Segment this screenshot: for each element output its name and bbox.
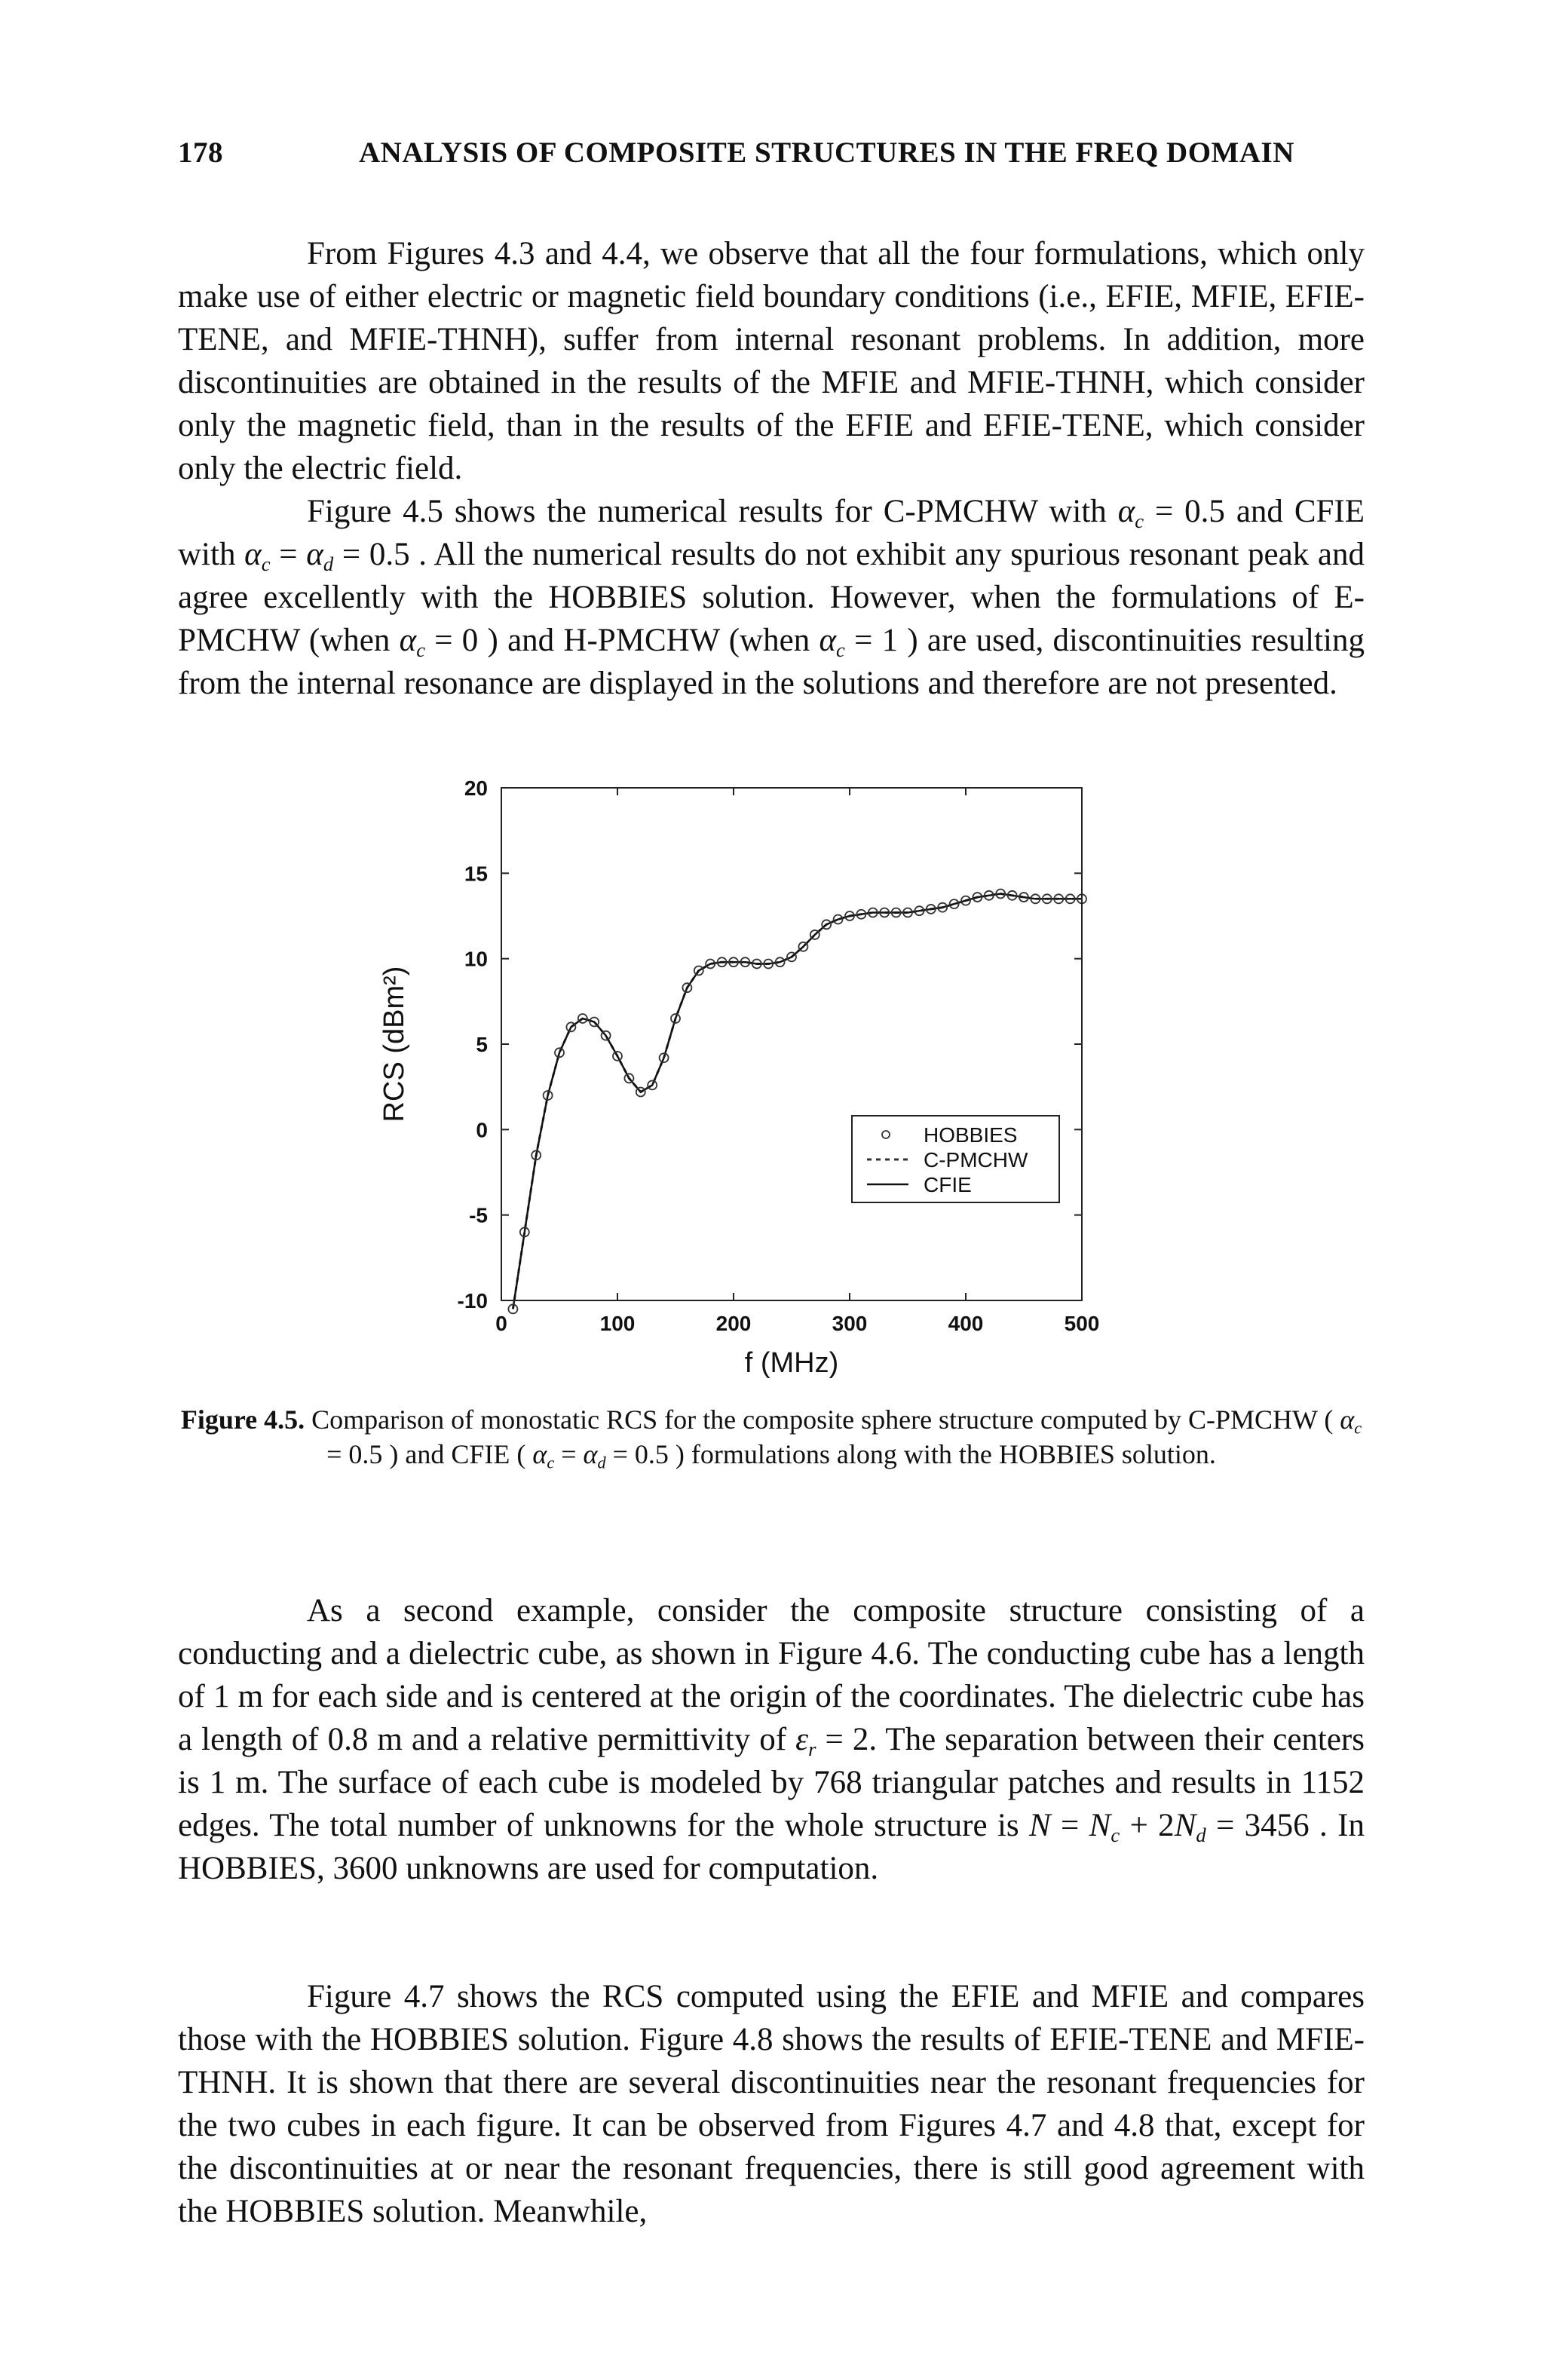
y-tick-label: 10: [464, 947, 488, 971]
x-tick-label: 400: [948, 1312, 984, 1335]
legend-entry: CFIE: [924, 1173, 972, 1196]
y-axis-label: RCS (dBm²): [378, 966, 410, 1123]
rcs-chart: [362, 780, 1153, 1383]
rcs-figure: [362, 780, 1153, 1383]
figure-caption: Figure 4.5. Comparison of monostatic RCS for the composite sphere structure computed by C-PMCHW ( $\alpha_c = 0.5$ ) and CFIE ( $\alpha_c = \alpha_d = 0.5$ ) formulations along with the HOBBIES solution.: [180, 1404, 1362, 1472]
running-title: ANALYSIS OF COMPOSITE STRUCTURES IN THE FREQ DOMAIN: [359, 136, 1294, 169]
y-tick-label: 5: [476, 1033, 488, 1056]
legend-entry: HOBBIES: [924, 1123, 1018, 1147]
paragraph-3: As a second example, consider the composite structure consisting of a conducting and a dielectric cube, as shown in Figure 4.6. The conducting cube has a length of 1 m for each side and is centered at the origin of the coordinates. The dielectric cube has a length of 0.8 m and a relative permittivity of $\varepsilon_r = 2$. The separation between their centers is 1 m. The surface of each cube is modeled by 768 triangular patches and results in 1152 edges. The total number of unknowns for the whole structure is $N = N_c + 2N_d = 3456$ . In HOBBIES, 3600 unknowns are used for computation.: [178, 1593, 1365, 1886]
x-axis-label: f (MHz): [744, 1347, 839, 1379]
series-line-c-pmchw: [513, 894, 1082, 1309]
figure-label: Figure 4.5.: [180, 1404, 305, 1435]
series-line-cfie: [513, 894, 1082, 1309]
y-tick-label: -10: [457, 1289, 488, 1313]
y-tick-label: 0: [476, 1118, 488, 1142]
page-number: 178: [178, 136, 223, 169]
legend-entry: C-PMCHW: [924, 1148, 1028, 1172]
paragraph-1: From Figures 4.3 and 4.4, we observe that all the four formulations, which only make use of either electric or magnetic field boundary conditions (i.e., EFIE, MFIE, EFIE-TENE, and MFIE-THNH), suffer from internal resonant problems. In addition, more discontinuities are obtained in the results of the MFIE and MFIE-THNH, which consider only the magnetic field, than in the results of the EFIE and EFIE-TENE, which consider only the electric field.: [178, 236, 1365, 486]
x-tick-label: 300: [832, 1312, 868, 1335]
x-tick-label: 500: [1064, 1312, 1100, 1335]
paragraph-4: Figure 4.7 shows the RCS computed using the EFIE and MFIE and compares those with the HOBBIES solution. Figure 4.8 shows the results of EFIE-TENE and MFIE-THNH. It is shown that there are several discontinuities near the resonant frequencies for the two cubes in each figure. It can be observed from Figures 4.7 and 4.8 that, except for the discontinuities at or near the resonant frequencies, there is still good agreement with the HOBBIES solution. Meanwhile,: [178, 1979, 1365, 2229]
x-tick-label: 100: [599, 1312, 636, 1335]
y-tick-label: -5: [469, 1203, 488, 1227]
paragraph-2: Figure 4.5 shows the numerical results for C-PMCHW with $\alpha_c = 0.5$ and CFIE with $\alpha_c = \alpha_d = 0.5$ . All the numerical results do not exhibit any spurious resonant peak and agree excellently with the HOBBIES solution. However, when the formulations of E-PMCHW (when $\alpha_c = 0$ ) and H-PMCHW (when $\alpha_c = 1$ ) are used, discontinuities resulting from the internal resonance are displayed in the solutions and therefore are not presented.: [178, 494, 1365, 701]
chart-legend: [852, 1116, 1059, 1202]
plot-frame: [501, 788, 1082, 1300]
y-tick-label: 20: [464, 780, 488, 800]
y-tick-label: 15: [464, 862, 488, 886]
x-tick-label: 200: [715, 1312, 752, 1335]
x-tick-label: 0: [495, 1312, 507, 1335]
